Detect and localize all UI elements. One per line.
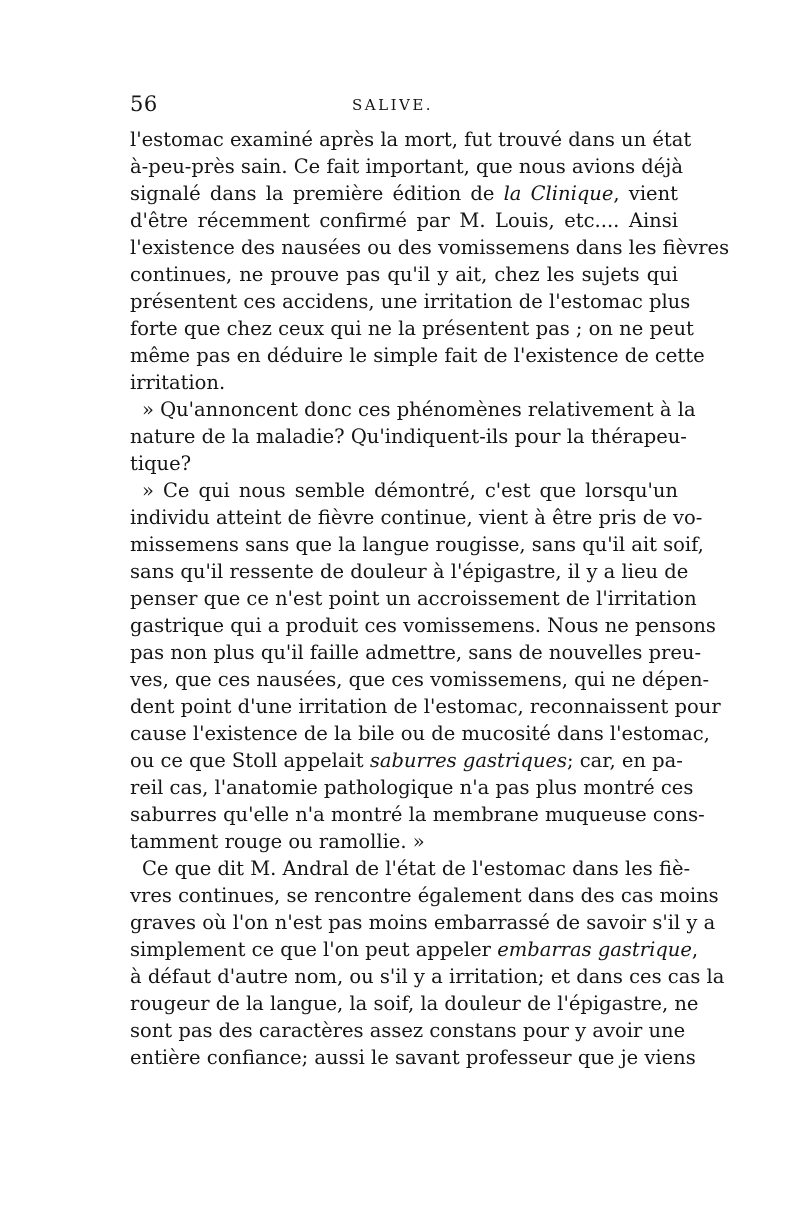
text-line	[130, 963, 725, 990]
text-line	[130, 450, 678, 477]
text-segment: sont pas des caractères assez constans pour y avoir une	[130, 1019, 686, 1042]
text-segment: forte que chez ceux qui ne la présentent pas ; on ne peut	[130, 317, 694, 340]
text-segment: irritation.	[130, 371, 226, 394]
text-line	[130, 585, 697, 612]
text-segment: ves, que ces nausées, que ces vomissemens, qui ne dépen-	[130, 668, 710, 691]
text-segment: dent point d'une irritation de l'estomac, reconnaissent pour	[130, 695, 721, 718]
text-segment: Ce que dit M. Andral de l'état de l'estomac dans les fiè-	[142, 857, 691, 880]
text-line	[130, 369, 678, 396]
text-segment: continues, ne prouve pas qu'il y ait, chez les sujets qui	[130, 263, 678, 286]
text-segment: entière confiance; aussi le savant professeur que je viens	[130, 1046, 696, 1069]
text-segment: à-peu-près sain. Ce fait important, que nous avions déjà	[130, 155, 683, 178]
text-line	[130, 504, 703, 531]
text-segment: tamment rouge ou ramollie. »	[130, 830, 425, 853]
text-segment: saburres qu'elle n'a montré la membrane muqueuse cons-	[130, 803, 705, 826]
text-line	[130, 423, 687, 450]
text-segment: individu atteint de fièvre continue, vient à être pris de vo-	[130, 506, 703, 529]
text-segment: » Qu'annoncent donc ces phénomènes relativement à la	[142, 398, 696, 421]
italic-text: saburres gastriques	[369, 749, 567, 772]
text-segment: simplement ce que l'on peut appeler	[130, 938, 498, 961]
text-segment: cause l'existence de la bile ou de mucosité dans l'estomac,	[130, 722, 710, 745]
text-line	[130, 720, 710, 747]
text-segment: l'existence des nausées ou des vomissemens dans les fièvres	[130, 236, 730, 259]
text-line	[130, 153, 683, 180]
text-segment: ,	[691, 938, 699, 961]
text-segment: ; car, en pa-	[566, 749, 683, 772]
text-line	[130, 774, 694, 801]
text-line	[130, 477, 678, 504]
text-line	[130, 180, 678, 207]
text-segment: penser que ce n'est point un accroissement de l'irritation	[130, 587, 697, 610]
text-line	[130, 1044, 696, 1071]
text-segment: l'estomac examiné après la mort, fut trouvé dans un état	[130, 128, 692, 151]
text-line	[130, 126, 692, 153]
text-segment: signalé dans la première édition de	[130, 182, 504, 205]
text-line	[130, 207, 678, 234]
text-segment: même pas en déduire le simple fait de l'existence de cette	[130, 344, 705, 367]
text-segment: à défaut d'autre nom, ou s'il y a irritation; et dans ces cas la	[130, 965, 725, 988]
text-line	[130, 531, 704, 558]
page-header	[130, 92, 678, 126]
text-line	[130, 261, 678, 288]
text-segment: , vient	[613, 182, 678, 205]
text-line	[130, 855, 691, 882]
text-segment: missemens sans que la langue rougisse, sans qu'il ait soif,	[130, 533, 704, 556]
text-segment: » Ce qui nous semble démontré, c'est que lorsqu'un	[142, 479, 678, 502]
text-segment: reil cas, l'anatomie pathologique n'a pas plus montré ces	[130, 776, 694, 799]
text-line	[130, 558, 689, 585]
text-segment: pas non plus qu'il faille admettre, sans de nouvelles preu-	[130, 641, 702, 664]
text-line	[130, 801, 705, 828]
body-text	[130, 126, 730, 1071]
text-line	[130, 990, 699, 1017]
text-segment: nature de la maladie? Qu'indiquent-ils pour la thérapeu-	[130, 425, 687, 448]
text-line	[130, 639, 702, 666]
text-line	[130, 234, 730, 261]
text-line	[130, 882, 719, 909]
italic-text: la Clinique	[503, 182, 614, 205]
text-segment: vres continues, se rencontre également dans des cas moins	[130, 884, 719, 907]
text-line	[130, 909, 716, 936]
text-line	[130, 315, 694, 342]
italic-text: embarras gastrique	[497, 938, 692, 961]
text-line	[130, 612, 716, 639]
text-segment: tique?	[130, 452, 192, 475]
text-segment: présentent ces accidens, une irritation de l'estomac plus	[130, 290, 691, 313]
text-line	[130, 288, 691, 315]
text-segment: gastrique qui a produit ces vomissemens. Nous ne pensons	[130, 614, 716, 637]
text-line	[130, 342, 705, 369]
text-line	[130, 828, 678, 855]
text-line	[130, 1017, 686, 1044]
text-line	[130, 666, 710, 693]
running-head: SALIVE.	[352, 96, 434, 114]
text-segment: d'être récemment confirmé par M. Louis, etc.... Ainsi	[130, 209, 678, 232]
text-segment: ou ce que Stoll appelait	[130, 749, 370, 772]
page-number: 56	[130, 92, 158, 116]
text-line	[130, 747, 683, 774]
book-page	[130, 92, 730, 1071]
text-line	[130, 693, 721, 720]
text-segment: rougeur de la langue, la soif, la douleur de l'épigastre, ne	[130, 992, 699, 1015]
text-segment: graves où l'on n'est pas moins embarrassé de savoir s'il y a	[130, 911, 716, 934]
text-line	[130, 936, 699, 963]
text-line	[130, 396, 696, 423]
text-segment: sans qu'il ressente de douleur à l'épigastre, il y a lieu de	[130, 560, 689, 583]
